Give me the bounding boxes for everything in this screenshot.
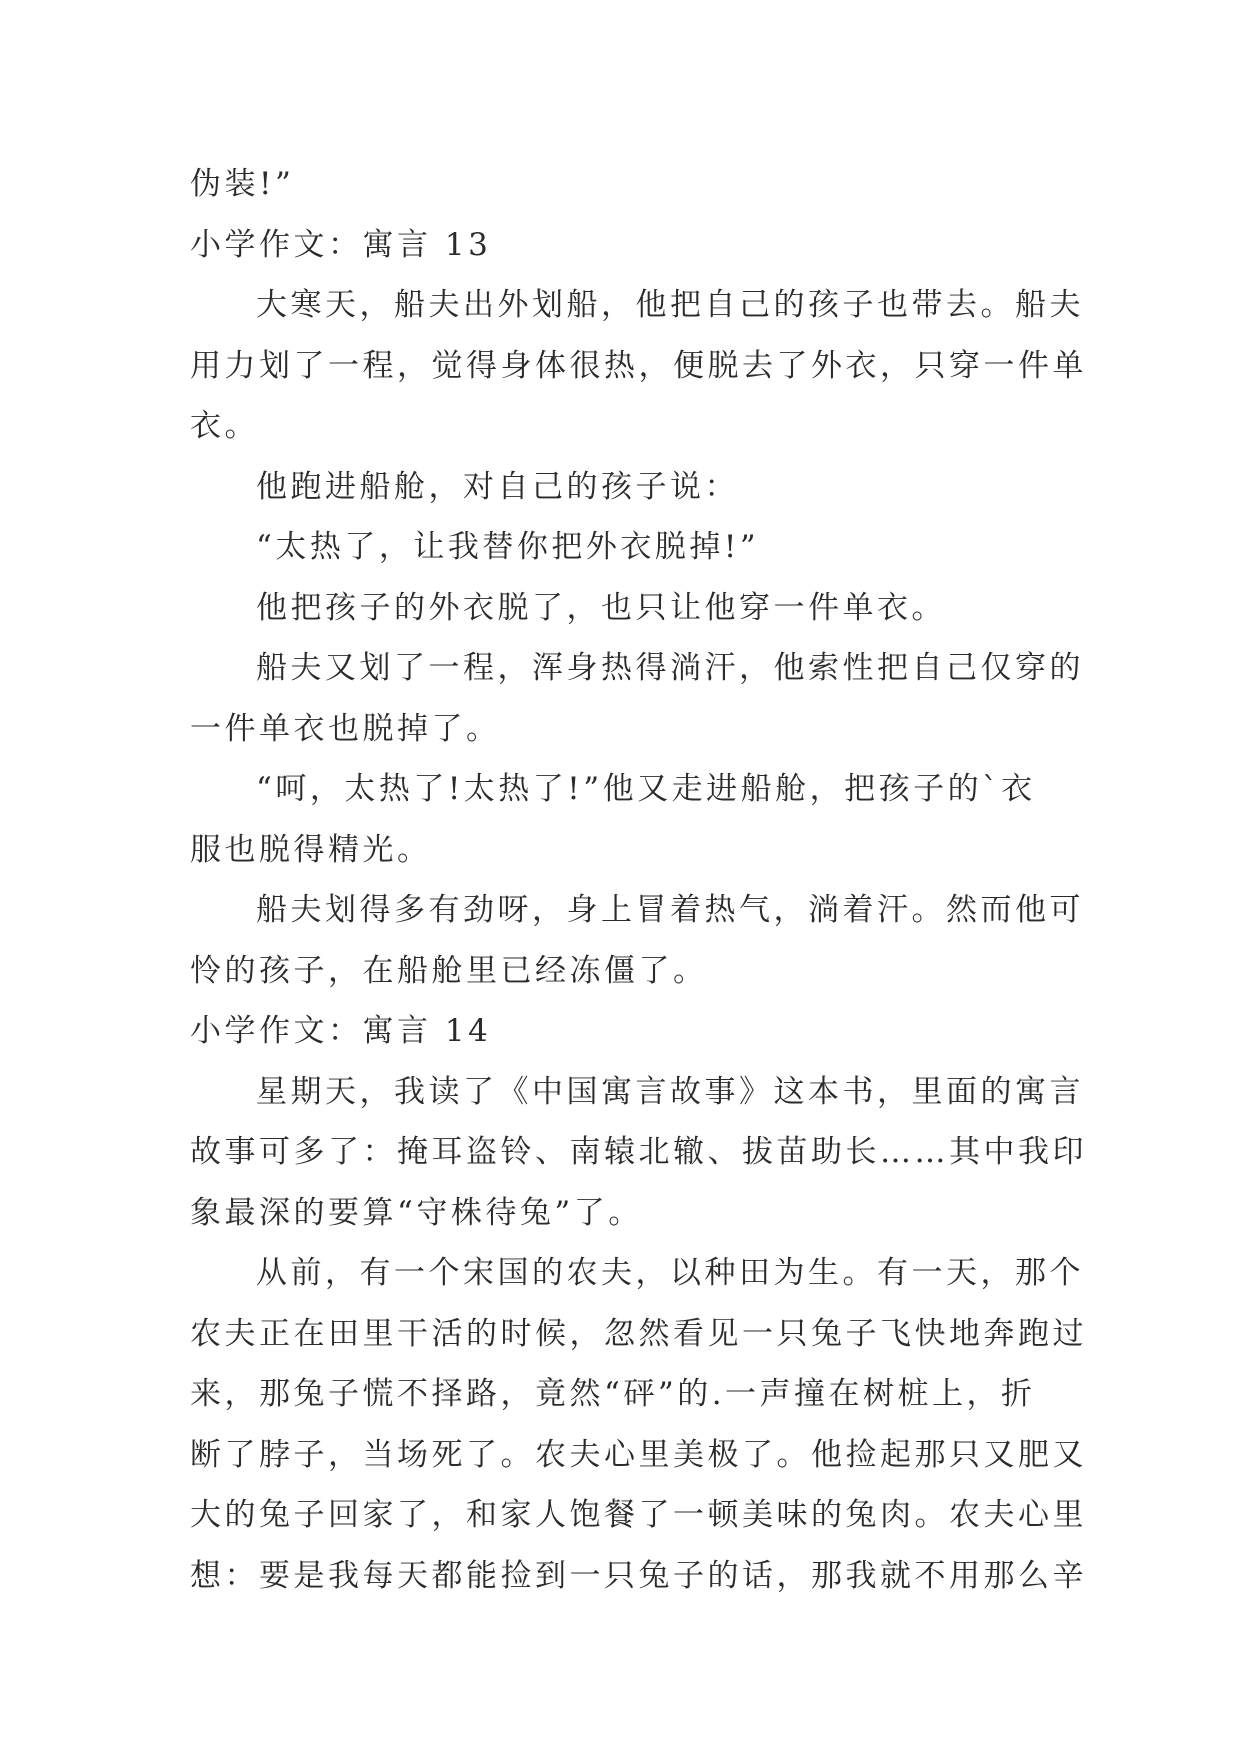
text-line: 断了脖子，当场死了。农夫心里美极了。他捡起那只又肥又 — [190, 1436, 1087, 1473]
text-line: 故事可多了：掩耳盗铃、南辕北辙、拔苗助长……其中我印 — [190, 1134, 1087, 1170]
text-line: 怜的孩子，在船舱里已经冻僵了。 — [190, 952, 708, 989]
paragraph-first-line: “太热了，让我替你把外衣脱掉!” — [256, 529, 760, 565]
section-heading: 小学作文：寓言 14 — [190, 1013, 492, 1049]
paragraph-first-line: 从前，有一个宋国的农夫，以种田为生。有一天，那个 — [256, 1255, 1084, 1291]
paragraph-first-line: 船夫划得多有劲呀，身上冒着热气，淌着汗。然而他可 — [256, 892, 1084, 928]
paragraph-first-line: 他跑进船舱，对自己的孩子说： — [256, 468, 739, 505]
text-line: 农夫正在田里干活的时候，忽然看见一只兔子飞快地奔跑过 — [190, 1315, 1087, 1352]
text-line: 服也脱得精光。 — [190, 831, 432, 868]
text-line: 想：要是我每天都能捡到一只兔子的话，那我就不用那么辛 — [190, 1557, 1087, 1594]
text-line: 用力划了一程，觉得身体很热，便脱去了外衣，只穿一件单 — [190, 347, 1087, 384]
text-line: 一件单衣也脱掉了。 — [190, 710, 501, 747]
text-line: 衣。 — [190, 408, 259, 444]
paragraph-first-line: 大寒天，船夫出外划船，他把自己的孩子也带去。船夫 — [256, 287, 1084, 323]
text-line: 象最深的要算“守株待兔”了。 — [190, 1194, 643, 1231]
text-line: 大的兔子回家了，和家人饱餐了一顿美味的兔肉。农夫心里 — [190, 1497, 1087, 1533]
paragraph-first-line: 星期天，我读了《中国寓言故事》这本书，里面的寓言 — [256, 1073, 1084, 1110]
text-line: 来，那兔子慌不择路，竟然“砰”的.一声撞在树桩上，折 — [190, 1376, 1036, 1412]
text-line: 伪装!” — [190, 166, 295, 202]
document-body — [190, 154, 1087, 1606]
paragraph-first-line: 他把孩子的外衣脱了，也只让他穿一件单衣。 — [256, 589, 946, 626]
paragraph-first-line: “呵，太热了!太热了!”他又走进船舱，把孩子的`衣 — [256, 771, 1036, 807]
section-heading: 小学作文：寓言 13 — [190, 226, 492, 263]
paragraph-first-line: 船夫又划了一程，浑身热得淌汗，他索性把自己仅穿的 — [256, 650, 1084, 686]
